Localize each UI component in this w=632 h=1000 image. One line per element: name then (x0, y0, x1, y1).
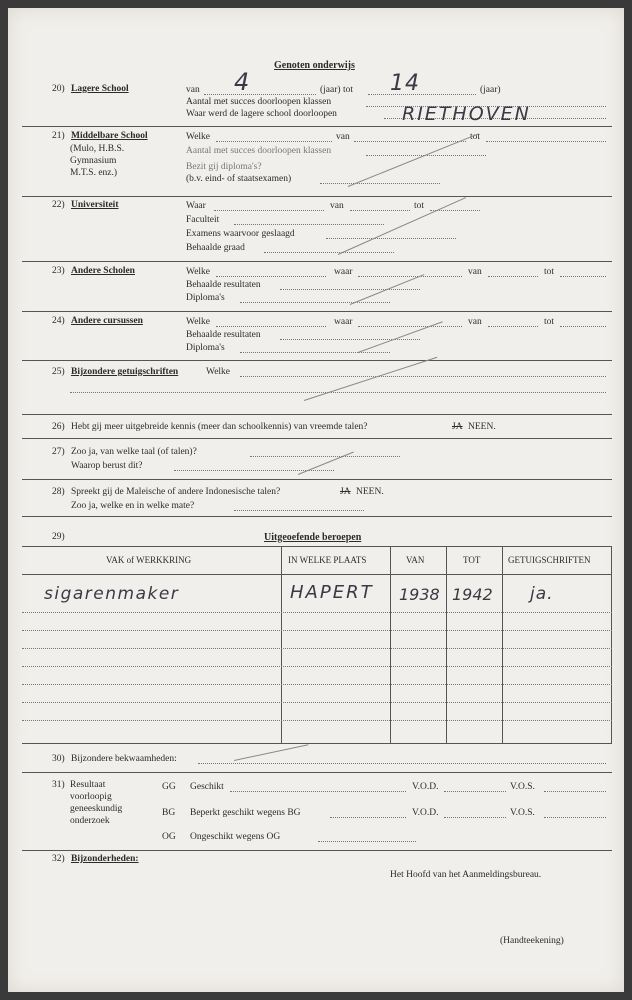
column-header-plaats: IN WELKE PLAATS (288, 555, 367, 565)
section-24-label: Andere cursussen (71, 316, 143, 326)
vos-label: V.O.S. (510, 808, 535, 818)
tot-label: tot (544, 317, 555, 327)
section-27-line2: Waarop berust dit? (71, 461, 143, 471)
diplomas-label: Diploma's (186, 293, 225, 303)
bg-text: Beperkt geschikt wegens BG (190, 808, 301, 818)
welke-label: Welke (186, 132, 211, 142)
tot-label: tot (544, 267, 555, 277)
column-header-vak: VAK of WERKKRING (106, 555, 192, 565)
tot-label: tot (414, 201, 425, 211)
klassen-label: Aantal met succes doorloopen klassen (186, 146, 332, 156)
bg-code: BG (162, 808, 176, 818)
waar-label: Waar (186, 201, 206, 211)
option-neen: NEEN. (468, 422, 496, 432)
resultaten-label: Behaalde resultaten (186, 280, 261, 290)
section-28-line1: Spreekt gij de Maleische of andere Indonesische talen? (71, 487, 281, 497)
welke-label: Welke (206, 367, 231, 377)
section-26-number: 26) (52, 422, 65, 432)
og-text: Ongeschikt wegens OG (190, 832, 281, 842)
gg-code: GG (162, 782, 176, 792)
vos-label: V.O.S. (510, 782, 535, 792)
section-27-line1: Zoo ja, van welke taal (of talen)? (71, 447, 197, 457)
welke-label: Welke (186, 317, 211, 327)
column-header-tot: TOT (463, 555, 481, 565)
section-31-label: onderzoek (70, 816, 110, 826)
vod-label: V.O.D. (412, 782, 439, 792)
section-22-number: 22) (52, 200, 65, 210)
examens-label: Examens waarvoor geslaagd (186, 229, 295, 239)
waar-label: waar (334, 317, 353, 327)
van-label: van (468, 267, 482, 277)
section-32-label: Bijzonderheden: (71, 854, 139, 864)
section-31-label: Resultaat (70, 780, 106, 790)
page-title: Genoten onderwijs (274, 60, 355, 71)
column-header-getuigschriften: GETUIGSCHRIFTEN (508, 555, 591, 565)
resultaten-label: Behaalde resultaten (186, 330, 261, 340)
section-30-number: 30) (52, 754, 65, 764)
column-header-van: VAN (406, 555, 425, 565)
cell-getuigschriften: ja. (530, 584, 554, 604)
diploma-label: Bezit gij diploma's? (186, 162, 262, 172)
cell-van: 1938 (399, 585, 440, 604)
option-neen: NEEN. (356, 487, 384, 497)
diplomas-label: Diploma's (186, 343, 225, 353)
section-24-number: 24) (52, 316, 65, 326)
form-page (8, 8, 624, 992)
section-29-title: Uitgeoefende beroepen (264, 532, 362, 543)
hw-school-start: 4 (234, 68, 251, 96)
section-30-label: Bijzondere bekwaamheden: (71, 754, 177, 764)
waar-label: waar (334, 267, 353, 277)
section-26-question: Hebt gij meer uitgebreide kennis (meer dan schoolkennis) van vreemde talen? (71, 422, 368, 432)
section-21-number: 21) (52, 131, 65, 141)
section-21-label: Middelbare School (71, 131, 148, 141)
section-20-label: Lagere School (71, 84, 129, 94)
hw-school-end: 14 (390, 71, 420, 96)
jaar-label: (jaar) (480, 85, 501, 95)
section-29-number: 29) (52, 532, 65, 542)
gg-text: Geschikt (190, 782, 224, 792)
jaar-tot-label: (jaar) tot (320, 85, 353, 95)
waar-label: Waar werd de lagere school doorloopen (186, 109, 337, 119)
van-label: van (330, 201, 344, 211)
section-28-number: 28) (52, 487, 65, 497)
section-31-number: 31) (52, 780, 65, 790)
section-20-number: 20) (52, 84, 65, 94)
section-32-number: 32) (52, 854, 65, 864)
cell-vak: sigarenmaker (44, 584, 180, 604)
graad-label: Behaalde graad (186, 243, 245, 253)
section-31-label: geneeskundig (70, 804, 123, 814)
faculteit-label: Faculteit (186, 215, 220, 225)
hw-school-place: RIETHOVEN (402, 103, 531, 125)
section-31-label: voorloopig (70, 792, 112, 802)
section-23-number: 23) (52, 266, 65, 276)
van-label: van (336, 132, 350, 142)
section-22-label: Universiteit (71, 200, 119, 210)
cell-plaats: HAPERT (290, 582, 374, 603)
option-ja: JA (340, 487, 351, 497)
van-label: van (186, 85, 200, 95)
cell-tot: 1942 (452, 585, 493, 604)
klassen-label: Aantal met succes doorloopen klassen (186, 97, 332, 107)
section-21-sub: Gymnasium (70, 156, 117, 166)
signer-title: Het Hoofd van het Aanmeldingsbureau. (390, 870, 542, 880)
og-code: OG (162, 832, 176, 842)
section-21-sub: M.T.S. enz.) (70, 168, 118, 178)
welke-label: Welke (186, 267, 211, 277)
signature-label: (Handteekening) (500, 936, 564, 946)
beroepen-table (22, 546, 612, 744)
section-27-number: 27) (52, 447, 65, 457)
section-21-sub: (Mulo, H.B.S. (70, 144, 125, 154)
option-ja: JA (452, 422, 463, 432)
tot-label: tot (470, 132, 481, 142)
section-28-line2: Zoo ja, welke en in welke mate? (71, 501, 195, 511)
van-label: van (468, 317, 482, 327)
section-25-label: Bijzondere getuigschriften (71, 367, 179, 377)
section-25-number: 25) (52, 367, 65, 377)
vod-label: V.O.D. (412, 808, 439, 818)
diploma-example-label: (b.v. eind- of staatsexamen) (186, 174, 292, 184)
section-23-label: Andere Scholen (71, 266, 135, 276)
